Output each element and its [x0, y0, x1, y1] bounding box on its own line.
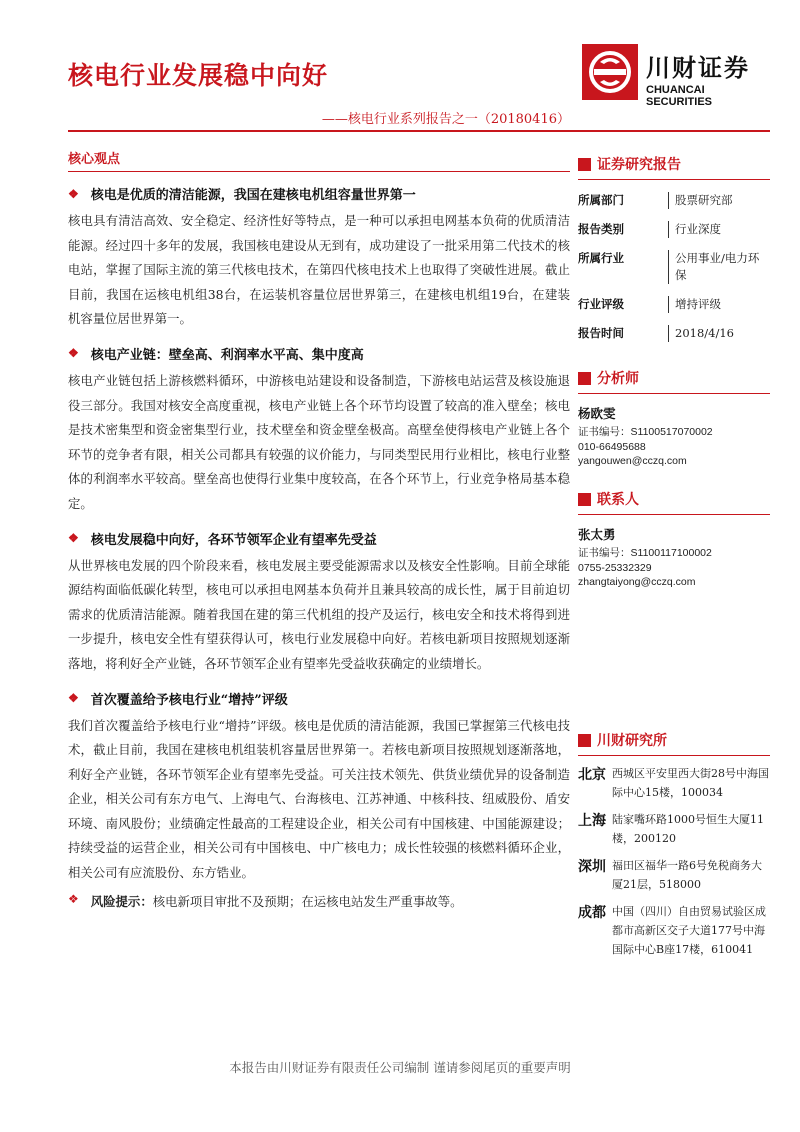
contact-name: 张太勇: [578, 527, 616, 542]
square-bullet-icon: [578, 158, 591, 171]
analyst-phone: 010-66495688: [578, 441, 646, 453]
company-logo: [582, 44, 772, 108]
square-bullet-icon: [578, 734, 591, 747]
office-row: [578, 856, 770, 894]
info-value: 公用事业/电力环保: [668, 250, 770, 284]
section-heading: [68, 529, 570, 548]
info-row: [578, 325, 770, 342]
info-row: [578, 192, 770, 209]
section-heading-text: 首次覆盖给予核电行业“增持”评级: [90, 692, 288, 708]
analyst-name: 杨欧雯: [578, 406, 616, 421]
info-key: 所属行业: [578, 251, 624, 265]
risk-label: 风险提示：: [90, 893, 153, 909]
analyst-email[interactable]: yangouwen@cczq.com: [578, 455, 687, 467]
office-address: 西城区平安里西大街28号中海国际中心15楼，100034: [612, 767, 769, 799]
contact-phone: 0755-25332329: [578, 562, 652, 574]
section-heading: [68, 184, 570, 203]
sidebar: [578, 150, 770, 959]
header-divider: [68, 130, 770, 132]
risk-warning: [68, 892, 570, 910]
analyst-heading-text: 分析师: [597, 371, 639, 387]
info-key: 所属部门: [578, 193, 624, 207]
main-column: [68, 140, 570, 910]
office-address: 福田区福华一路6号免税商务大厦21层，518000: [612, 859, 762, 891]
diamond-bullet-icon: ❖: [68, 346, 79, 361]
office-city: 深圳: [578, 859, 606, 875]
office-address: 中国（四川）自由贸易试验区成都市高新区交子大道177号中海国际中心B座17楼，610041: [612, 905, 766, 956]
office-address: 陆家嘴环路1000号恒生大厦11楼，200120: [612, 813, 764, 845]
section-heading-text: 核电发展稳中向好，各环节领军企业有望率先受益: [90, 532, 377, 548]
logo-text-cn: 川财证券: [646, 54, 750, 82]
report-header: [0, 0, 800, 135]
report-info-heading-text: 证券研究报告: [597, 157, 681, 173]
office-city: 上海: [578, 813, 606, 829]
info-key: 报告类别: [578, 222, 624, 236]
square-bullet-icon: [578, 493, 591, 506]
logo-text-en: CHUANCAI SECURITIES: [646, 84, 713, 108]
square-bullet-icon: [578, 372, 591, 385]
contact-heading: [578, 489, 770, 515]
section-heading: [68, 344, 570, 363]
diamond-bullet-icon: ❖: [68, 531, 79, 546]
info-key: 行业评级: [578, 297, 624, 311]
info-value: 股票研究部: [668, 192, 770, 209]
diamond-bullet-icon: ❖: [68, 691, 79, 705]
report-info-heading: [578, 154, 770, 180]
office-row: [578, 764, 770, 802]
logo-icon: [582, 44, 638, 100]
analyst-heading: [578, 368, 770, 394]
section-body: 我们首次覆盖给予核电行业“增持”评级。核电是优质的清洁能源，我国已掌握第三代核电技术，截止目前，我国在建核电机组装机容量居世界第一。若核电新项目按照规划逐渐落地，利好全产业链，各环节领军企业有望率先受益。可关注技术领先、供货业绩优异的设备制造企业，相关公司有东方电气、上海电气、台海核电、江苏神通、中核科技、纽威股份、盾安环境、南风股份；业绩确定性最高的工程建设企业，相关公司有中国核建、中国能源建设；持续受益的运营企业，相关公司有中国核电、中广核电力；成长性较强的核燃料循环企业，相关公司有应流股份、东方锆业。: [68, 717, 570, 881]
risk-text: 核电新项目审批不及预期；在运核电站发生严重事故等。: [152, 893, 463, 909]
institute-heading-text: 川财研究所: [597, 733, 667, 749]
contact-heading-text: 联系人: [597, 492, 639, 508]
office-city: 北京: [578, 767, 606, 783]
info-key: 报告时间: [578, 326, 624, 340]
report-title: 核电行业发展稳中向好: [68, 61, 329, 90]
section-heading: [68, 689, 570, 708]
page-footer: 本报告由川财证券有限责任公司编制 谨请参阅尾页的重要声明: [229, 1060, 571, 1075]
info-value: 增持评级: [668, 296, 770, 313]
info-value: 2018/4/16: [668, 325, 770, 342]
section-body: 核电产业链包括上游核燃料循环，中游核电站建设和设备制造，下游核电站运营及核设施退役三部分。我国对核安全高度重视，核电产业链上各个环节均设置了较高的准入壁垒；核电是技术密集型和资金密集型行业，技术壁垒和资金壁垒极高。高壁垒使得核电产业链上各个环节的竞争者有限，相关公司都具有较强的议价能力，与同类型民用行业相比，核电行业整体的利润率水平较高。壁垒高也使得行业集中度较高，在各个环节上，行业竞争格局基本稳定。: [68, 372, 570, 511]
core-views-title: 核心观点: [68, 148, 570, 172]
office-row: [578, 810, 770, 848]
info-row: [578, 250, 770, 284]
section-heading-text: 核电产业链：壁垒高、利润率水平高、集中度高: [90, 347, 364, 363]
analyst-cert: 证书编号：S1100517070002: [578, 426, 713, 438]
info-value: 行业深度: [668, 221, 770, 238]
section-body: 从世界核电发展的四个阶段来看，核电发展主要受能源需求以及核安全性影响。目前全球能源结构面临低碳化转型，核电可以承担电网基本负荷并且兼具较高的成长性，属于目前迫切需求的优质清洁能源。随着我国在建的第三代机组的投产及运行，核电安全和技术将得到进一步提升，核电安全性有望获得认可，核电行业发展稳中向好。若核电新项目按照规划逐渐落地，将利好全产业链，各环节领军企业有望率先受益收获确定的业绩增长。: [68, 557, 570, 671]
diamond-bullet-icon: ❖: [68, 891, 79, 906]
contact-cert: 证书编号：S1100117100002: [578, 547, 712, 559]
report-subtitle: ——核电行业系列报告之一（20180416）: [321, 112, 570, 127]
section-body: 核电具有清洁高效、安全稳定、经济性好等特点，是一种可以承担电网基本负荷的优质清洁能源。经过四十多年的发展，我国核电建设从无到有，成功建设了一批采用第二代技术的核电站，掌握了国际主流的第三代核电技术，在第四代核电技术上也取得了突破性进展。截止目前，我国在运核电机组38台，在运装机容量位居世界第三，在建核电机组19台，在建装机容量位居世界第一。: [68, 213, 570, 327]
office-row: [578, 902, 770, 959]
info-row: [578, 296, 770, 313]
section-heading-text: 核电是优质的清洁能源，我国在建核电机组容量世界第一: [90, 188, 416, 203]
info-row: [578, 221, 770, 238]
diamond-bullet-icon: ❖: [68, 186, 79, 201]
institute-heading: [578, 730, 770, 756]
contact-email[interactable]: zhangtaiyong@cczq.com: [578, 576, 696, 588]
office-city: 成都: [578, 905, 606, 921]
